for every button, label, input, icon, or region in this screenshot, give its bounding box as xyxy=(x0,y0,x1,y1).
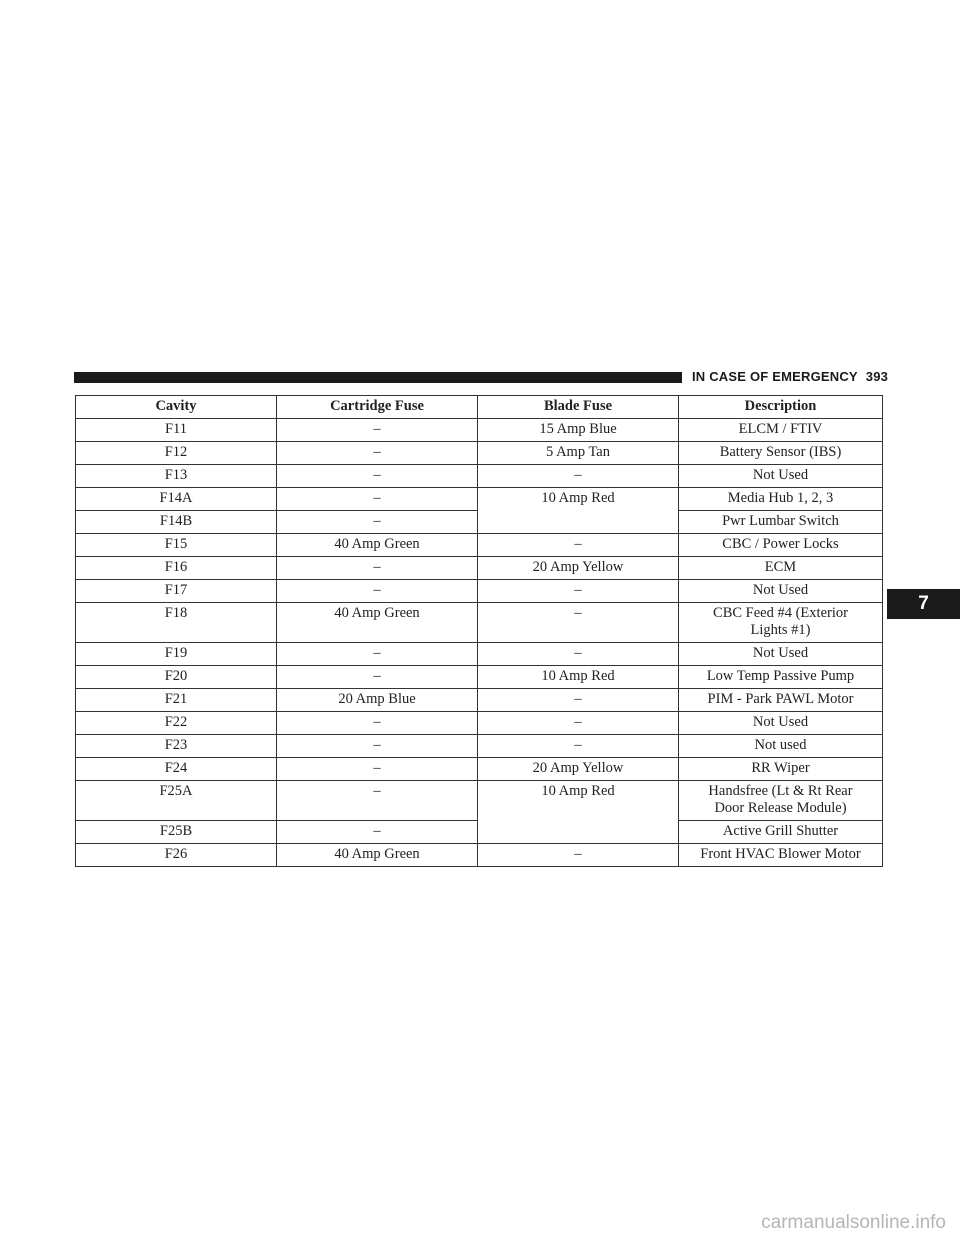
blade-fuse-cell: – xyxy=(478,580,679,603)
cartridge-fuse-cell: – xyxy=(277,580,478,603)
cartridge-fuse-cell: – xyxy=(277,488,478,511)
table-row xyxy=(76,844,883,867)
table-row xyxy=(76,557,883,580)
table-row xyxy=(76,758,883,781)
page-number: 393 xyxy=(865,369,889,384)
column-header-cartridge-fuse: Cartridge Fuse xyxy=(277,396,478,419)
cartridge-fuse-cell: – xyxy=(277,643,478,666)
blade-fuse-cell: – xyxy=(478,465,679,488)
cavity-cell: F17 xyxy=(76,580,277,603)
cartridge-fuse-cell: 40 Amp Green xyxy=(277,844,478,867)
section-title: IN CASE OF EMERGENCY xyxy=(692,369,858,384)
blade-fuse-cell: 10 Amp Red xyxy=(478,781,679,844)
table-row xyxy=(76,419,883,442)
table-row xyxy=(76,580,883,603)
table-row xyxy=(76,603,883,643)
cartridge-fuse-cell: – xyxy=(277,511,478,534)
cavity-cell: F22 xyxy=(76,712,277,735)
fuse-table xyxy=(75,395,883,867)
cartridge-fuse-cell: – xyxy=(277,735,478,758)
description-cell: ECM xyxy=(679,557,883,580)
cartridge-fuse-cell: – xyxy=(277,465,478,488)
blade-fuse-cell: – xyxy=(478,643,679,666)
description-cell: CBC Feed #4 (Exterior Lights #1) xyxy=(679,603,883,643)
cavity-cell: F24 xyxy=(76,758,277,781)
cartridge-fuse-cell: 20 Amp Blue xyxy=(277,689,478,712)
cartridge-fuse-cell: – xyxy=(277,666,478,689)
blade-fuse-cell: – xyxy=(478,712,679,735)
cartridge-fuse-cell: – xyxy=(277,781,478,821)
cavity-cell: F18 xyxy=(76,603,277,643)
description-cell: Battery Sensor (IBS) xyxy=(679,442,883,465)
cavity-cell: F25B xyxy=(76,821,277,844)
table-row xyxy=(76,465,883,488)
cartridge-fuse-cell: – xyxy=(277,557,478,580)
description-cell: Media Hub 1, 2, 3 xyxy=(679,488,883,511)
description-cell: Not used xyxy=(679,735,883,758)
cavity-cell: F19 xyxy=(76,643,277,666)
description-cell: ELCM / FTIV xyxy=(679,419,883,442)
cavity-cell: F14B xyxy=(76,511,277,534)
blade-fuse-cell: – xyxy=(478,534,679,557)
chapter-tab: 7 xyxy=(887,589,960,619)
description-cell: Not Used xyxy=(679,643,883,666)
cavity-cell: F12 xyxy=(76,442,277,465)
cavity-cell: F15 xyxy=(76,534,277,557)
table-row xyxy=(76,735,883,758)
cartridge-fuse-cell: – xyxy=(277,758,478,781)
table-row xyxy=(76,712,883,735)
description-cell: Not Used xyxy=(679,712,883,735)
cavity-cell: F16 xyxy=(76,557,277,580)
column-header-cavity: Cavity xyxy=(76,396,277,419)
cartridge-fuse-cell: – xyxy=(277,442,478,465)
table-row xyxy=(76,689,883,712)
blade-fuse-cell: 20 Amp Yellow xyxy=(478,557,679,580)
cartridge-fuse-cell: – xyxy=(277,821,478,844)
column-header-description: Description xyxy=(679,396,883,419)
cavity-cell: F25A xyxy=(76,781,277,821)
cavity-cell: F26 xyxy=(76,844,277,867)
blade-fuse-cell: – xyxy=(478,689,679,712)
table-row xyxy=(76,643,883,666)
blade-fuse-cell: 15 Amp Blue xyxy=(478,419,679,442)
table-row xyxy=(76,488,883,511)
table-row xyxy=(76,666,883,689)
description-cell: PIM - Park PAWL Motor xyxy=(679,689,883,712)
cartridge-fuse-cell: 40 Amp Green xyxy=(277,534,478,557)
description-cell: RR Wiper xyxy=(679,758,883,781)
cartridge-fuse-cell: 40 Amp Green xyxy=(277,603,478,643)
table-row xyxy=(76,781,883,821)
running-header xyxy=(692,369,888,384)
cavity-cell: F11 xyxy=(76,419,277,442)
description-cell: Low Temp Passive Pump xyxy=(679,666,883,689)
description-cell: CBC / Power Locks xyxy=(679,534,883,557)
description-cell: Not Used xyxy=(679,580,883,603)
description-cell: Pwr Lumbar Switch xyxy=(679,511,883,534)
blade-fuse-cell: 5 Amp Tan xyxy=(478,442,679,465)
description-cell: Front HVAC Blower Motor xyxy=(679,844,883,867)
cavity-cell: F14A xyxy=(76,488,277,511)
column-header-blade-fuse: Blade Fuse xyxy=(478,396,679,419)
description-cell: Handsfree (Lt & Rt Rear Door Release Module) xyxy=(679,781,883,821)
cavity-cell: F13 xyxy=(76,465,277,488)
blade-fuse-cell: 10 Amp Red xyxy=(478,488,679,534)
blade-fuse-cell: – xyxy=(478,603,679,643)
table-body xyxy=(76,419,883,867)
blade-fuse-cell: 20 Amp Yellow xyxy=(478,758,679,781)
blade-fuse-cell: – xyxy=(478,735,679,758)
table-row xyxy=(76,534,883,557)
cavity-cell: F20 xyxy=(76,666,277,689)
table-header-row xyxy=(76,396,883,419)
watermark: carmanualsonline.info xyxy=(761,1212,946,1233)
cavity-cell: F21 xyxy=(76,689,277,712)
blade-fuse-cell: – xyxy=(478,844,679,867)
header-rule xyxy=(74,372,682,383)
description-cell: Active Grill Shutter xyxy=(679,821,883,844)
description-cell: Not Used xyxy=(679,465,883,488)
cavity-cell: F23 xyxy=(76,735,277,758)
cartridge-fuse-cell: – xyxy=(277,712,478,735)
blade-fuse-cell: 10 Amp Red xyxy=(478,666,679,689)
cartridge-fuse-cell: – xyxy=(277,419,478,442)
table-row xyxy=(76,442,883,465)
